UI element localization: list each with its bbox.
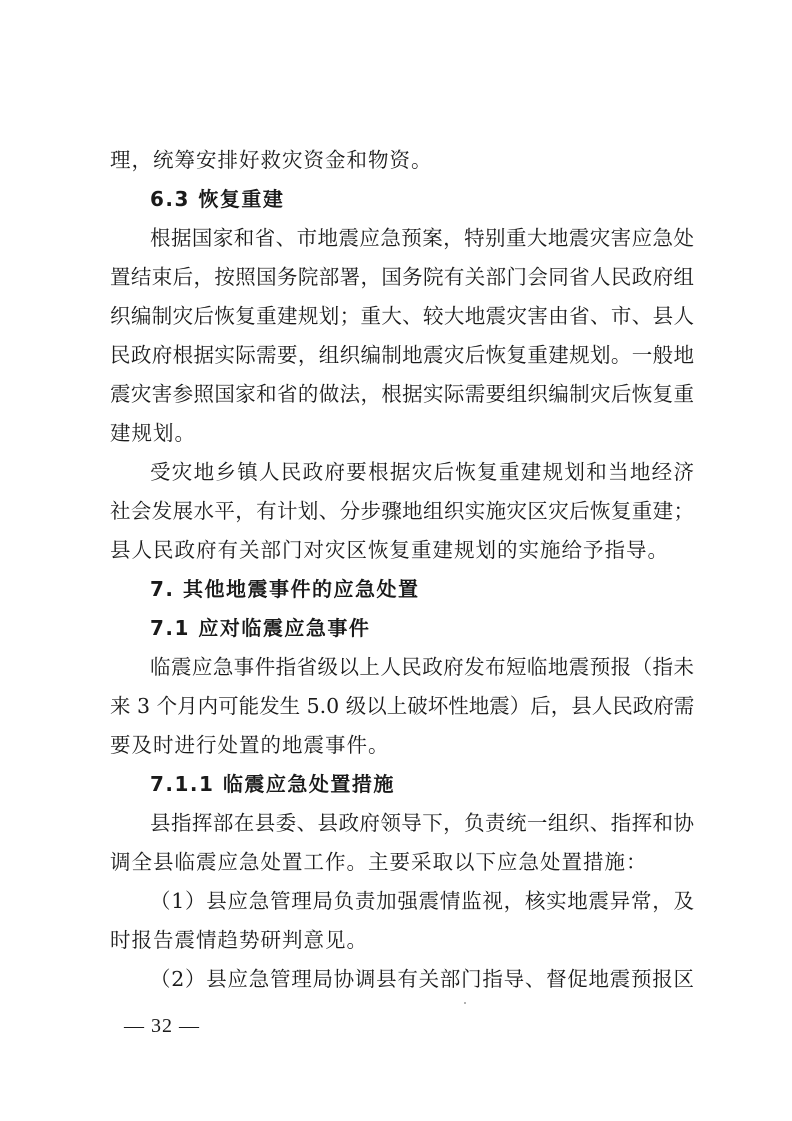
- paragraph-line: 县指挥部在县委、县政府领导下，负责统一组织、指挥和协: [150, 811, 694, 835]
- paragraph-line: 社会发展水平，有计划、分步骤地组织实施灾区灾后恢复重建；: [110, 499, 694, 523]
- section-heading: 6.3 恢复重建: [150, 187, 285, 211]
- paragraph-line: 要及时进行处置的地震事件。: [110, 733, 390, 757]
- paragraph-line: 受灾地乡镇人民政府要根据灾后恢复重建规划和当地经济: [150, 460, 694, 484]
- section-heading: 7. 其他地震事件的应急处置: [150, 577, 420, 601]
- paragraph-line: 震灾害参照国家和省的做法，根据实际需要组织编制灾后恢复重: [110, 382, 694, 406]
- paragraph-line: 根据国家和省、市地震应急预案，特别重大地震灾害应急处: [150, 226, 694, 250]
- paragraph-line: 县人民政府有关部门对灾区恢复重建规划的实施给予指导。: [110, 538, 669, 562]
- paragraph-line: 置结束后，按照国务院部署，国务院有关部门会同省人民政府组: [110, 265, 694, 289]
- paragraph-line: 来 3 个月内可能发生 5.0 级以上破坏性地震）后，县人民政府需: [110, 694, 695, 718]
- paragraph-line: 调全县临震应急处置工作。主要采取以下应急处置措施：: [110, 850, 648, 874]
- paragraph-line: 民政府根据实际需要，组织编制地震灾后恢复重建规划。一般地: [110, 343, 694, 367]
- subsection-heading: 7.1.1 临震应急处置措施: [150, 772, 395, 796]
- paragraph-line: 建规划。: [110, 421, 196, 445]
- paragraph-line: （1）县应急管理局负责加强震情监视，核实地震异常，及: [150, 889, 694, 913]
- scan-speck: [464, 1002, 466, 1004]
- paragraph-line: 理，统筹安排好救灾资金和物资。: [110, 148, 433, 172]
- page-number: — 32 —: [124, 1015, 200, 1037]
- subsection-heading: 7.1 应对临震应急事件: [150, 616, 371, 640]
- paragraph-line: （2）县应急管理局协调县有关部门指导、督促地震预报区: [150, 967, 694, 991]
- paragraph-line: 临震应急事件指省级以上人民政府发布短临地震预报（指未: [150, 655, 694, 679]
- paragraph-line: 织编制灾后恢复重建规划；重大、较大地震灾害由省、市、县人: [110, 304, 694, 328]
- paragraph-line: 时报告震情趋势研判意见。: [110, 928, 368, 952]
